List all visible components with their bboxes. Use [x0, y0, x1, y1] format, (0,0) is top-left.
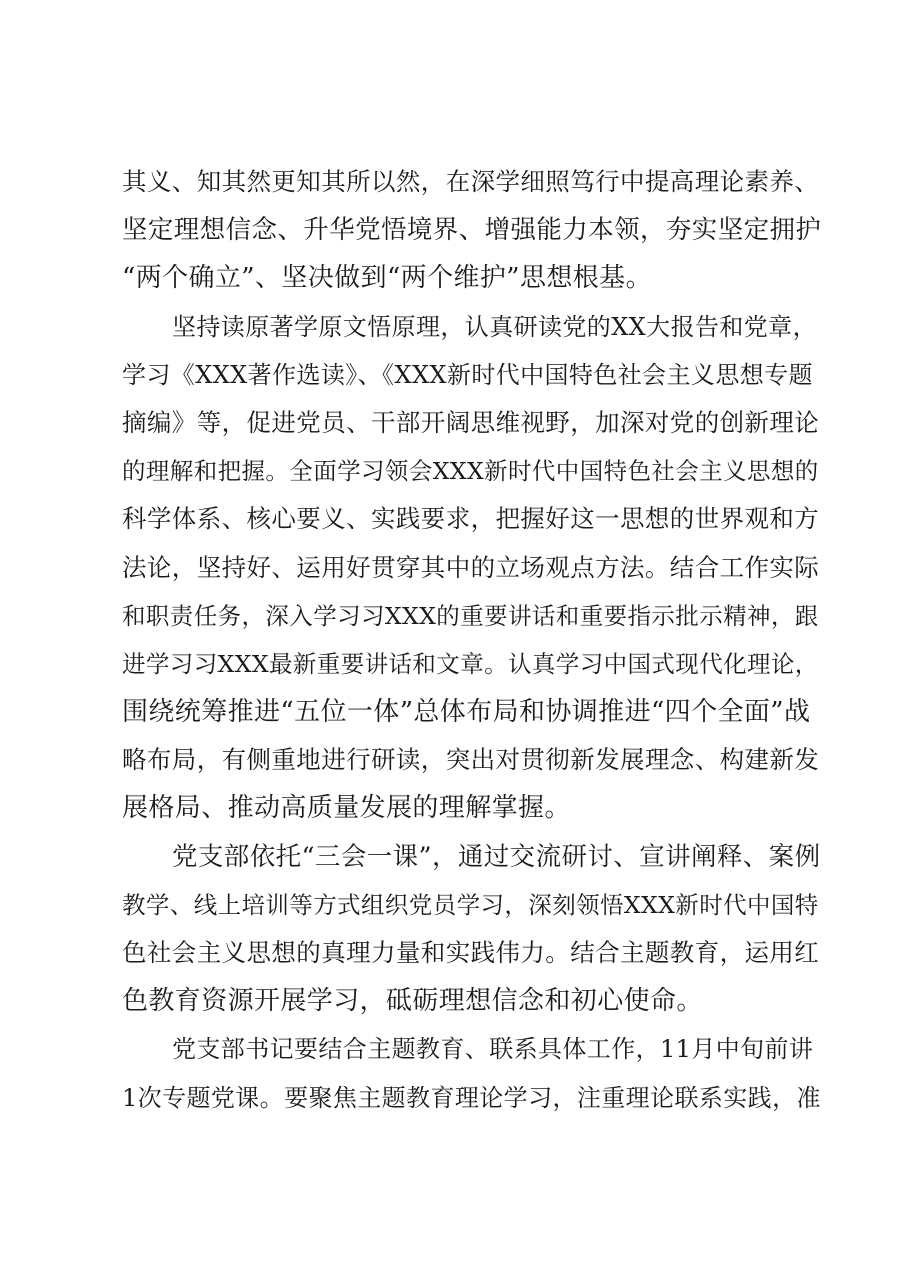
- paragraph-first-line: 坚持读原著学原文悟原理，认真研读党的XX大报告和党章，: [172, 312, 817, 341]
- body-text: [122, 158, 822, 1122]
- text-line: 略布局，有侧重地进行研读，突出对贯彻新发展理念、构建新发: [122, 745, 820, 775]
- text-line: 其义、知其然更知其所以然，在深学细照笃行中提高理论素养、: [122, 167, 820, 196]
- text-line: 科学体系、核心要义、实践要求，把握好这一思想的世界观和方: [122, 504, 820, 534]
- text-line: 学习《XXX著作选读》、《XXX新时代中国特色社会主义思想专题: [122, 360, 813, 389]
- text-line: 摘编》等，促进党员、干部开阔思维视野，加深对党的创新理论: [122, 407, 820, 437]
- text-line: 坚定理想信念、升华党悟境界、增强能力本领，夯实坚定拥护: [122, 215, 822, 246]
- text-line: 的理解和把握。全面学习领会XXX新时代中国特色社会主义思想的: [122, 457, 819, 486]
- text-line: 1次专题党课。要聚焦主题教育理论学习，注重理论联系实践，准: [122, 1083, 821, 1112]
- paragraph-first-line: 党支部依托“三会一课”，通过交流研讨、宣讲阐释、案例: [172, 841, 821, 872]
- text-line: 教学、线上培训等方式组织党员学习，深刻领悟XXX新时代中国特: [122, 890, 819, 919]
- text-line: “两个确立”、坚决做到“两个维护”思想根基。: [122, 263, 652, 294]
- text-line: 进学习习XXX最新重要讲话和文章。认真学习中国式现代化理论，: [122, 649, 819, 678]
- text-line: 展格局、推动高质量发展的理解掌握。: [122, 793, 571, 824]
- text-line: 围绕统筹推进“五位一体”总体布局和协调推进“四个全面”战: [122, 697, 811, 728]
- paragraph-first-line: 党支部书记要结合主题教育、联系具体工作，11月中旬前讲: [172, 1035, 814, 1064]
- text-line: 色教育资源开展学习，砥砺理想信念和初心使命。: [122, 986, 703, 1017]
- text-line: 法论，坚持好、运用好贯穿其中的立场观点方法。结合工作实际: [122, 552, 820, 582]
- text-line: 和职责任务，深入学习习XXX的重要讲话和重要指示批示精神，跟: [122, 601, 819, 630]
- text-line: 色社会主义思想的真理力量和实践伟力。结合主题教育，运用红: [122, 938, 820, 967]
